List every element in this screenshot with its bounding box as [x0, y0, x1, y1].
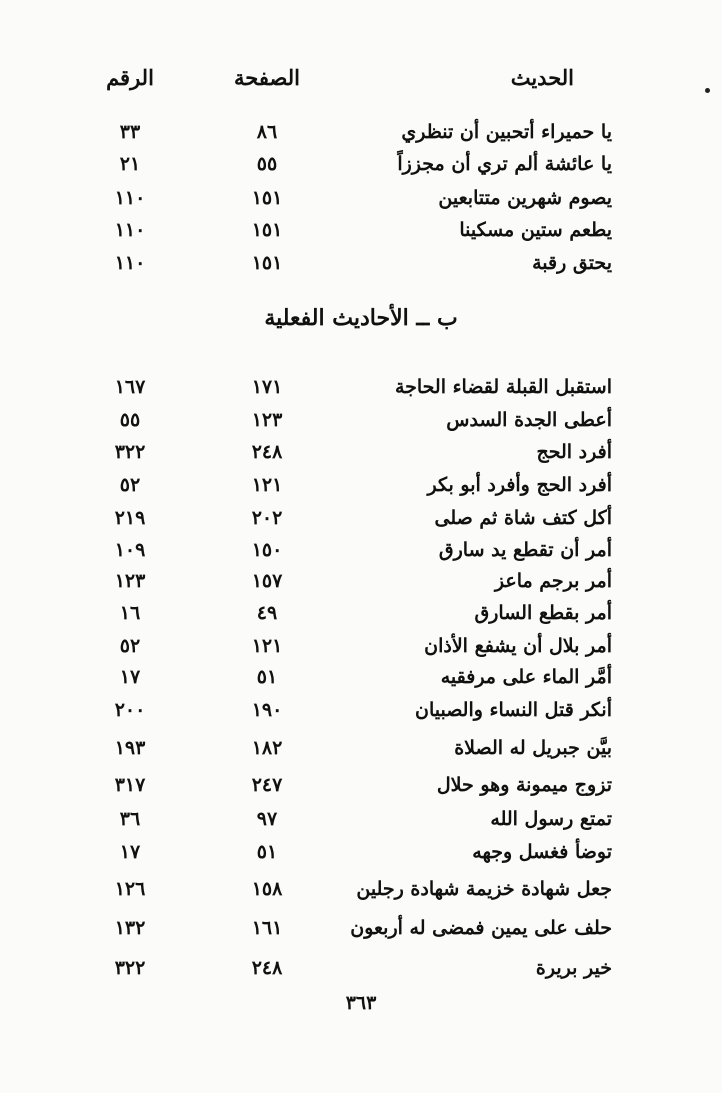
page-ref: ١٧١	[251, 376, 283, 398]
hadith-text: أفرد الحج وأفرد أبو بكر	[427, 474, 612, 496]
hadith-text: يا عائشة ألم تري أن مجززاً	[397, 153, 612, 175]
hadith-text: أمر أن تقطع يد سارق	[438, 539, 612, 561]
index-row	[0, 470, 722, 500]
page-ref: ٥٥	[256, 153, 278, 175]
hadith-number: ٥٢	[119, 474, 141, 496]
header-page: الصفحة	[234, 65, 300, 90]
hadith-text: أفرد الحج	[536, 441, 612, 463]
hadith-number: ١٢٣	[114, 570, 146, 592]
hadith-text: أعطى الجدة السدس	[446, 409, 612, 431]
hadith-number: ٣٦	[119, 808, 141, 830]
page-ref: ٢٤٨	[251, 441, 283, 463]
column-header-row	[0, 63, 722, 93]
page-ref: ٢٠٢	[251, 507, 283, 529]
index-row	[0, 437, 722, 467]
page-ref: ٢٤٨	[251, 957, 283, 979]
hadith-text: توضأ فغسل وجهه	[472, 841, 612, 863]
page-ref: ١٥١	[251, 252, 283, 274]
page-ref: ٨٦	[256, 121, 278, 143]
hadith-text: يصوم شهرين متتابعين	[438, 187, 612, 209]
hadith-text: تزوج ميمونة وهو حلال	[436, 774, 612, 796]
hadith-text: جعل شهادة خزيمة شهادة رجلين	[356, 878, 612, 900]
hadith-number: ١٩٣	[114, 737, 146, 759]
index-row	[0, 215, 722, 245]
page-number: ٣٦٣	[345, 992, 377, 1014]
index-row	[0, 804, 722, 834]
index-row	[0, 662, 722, 692]
hadith-number: ٥٢	[119, 635, 141, 657]
hadith-text: بيَّن جبريل له الصلاة	[454, 737, 612, 759]
hadith-number: ١٠٩	[114, 539, 146, 561]
hadith-number: ٣٢٢	[114, 441, 146, 463]
hadith-text: تمتع رسول الله	[490, 808, 612, 830]
index-row	[0, 149, 722, 179]
hadith-number: ٣٣	[119, 121, 141, 143]
hadith-text: يا حميراء أتحبين أن تنظري	[401, 121, 612, 143]
hadith-text: يطعم ستين مسكينا	[459, 219, 612, 241]
index-row	[0, 535, 722, 565]
index-row	[0, 598, 722, 628]
hadith-number: ١١٠	[114, 252, 146, 274]
hadith-text: خير بريرة	[535, 957, 612, 979]
page-ref: ٤٩	[256, 602, 278, 624]
index-row	[0, 913, 722, 943]
hadith-number: ٥٥	[119, 409, 141, 431]
index-row	[0, 117, 722, 147]
hadith-number: ١١٠	[114, 219, 146, 241]
page-ref: ١٥٠	[251, 539, 283, 561]
hadith-text: أمر بلال أن يشفع الأذان	[424, 635, 612, 657]
hadith-text: يحتق رقبة	[532, 252, 612, 274]
hadith-number: ٣٢٢	[114, 957, 146, 979]
page-ref: ١٢١	[251, 474, 283, 496]
hadith-number: ٢١	[119, 153, 141, 175]
header-number: الرقم	[106, 65, 154, 90]
index-row	[0, 372, 722, 402]
hadith-number: ١١٠	[114, 187, 146, 209]
page-ref: ١٢٣	[251, 409, 283, 431]
hadith-number: ١٦٧	[114, 376, 146, 398]
hadith-number: ٣١٧	[114, 774, 146, 796]
hadith-text: حلف على يمين فمضى له أربعون	[350, 917, 612, 939]
page-ref: ٥١	[256, 841, 278, 863]
index-row	[0, 631, 722, 661]
index-row	[0, 733, 722, 763]
page-ref: ١٥٨	[251, 878, 283, 900]
index-row	[0, 953, 722, 983]
section-title: ب ــ الأحاديث الفعلية	[264, 305, 458, 331]
page-ref: ٥١	[256, 666, 278, 688]
index-row	[0, 874, 722, 904]
hadith-number: ١٧	[119, 666, 141, 688]
page-ref: ٢٤٧	[251, 774, 283, 796]
hadith-number: ٢١٩	[114, 507, 146, 529]
index-row	[0, 566, 722, 596]
hadith-text: أمر بقطع السارق	[474, 602, 612, 624]
hadith-number: ١٣٢	[114, 917, 146, 939]
hadith-text: أكل كتف شاة ثم صلى	[434, 507, 612, 529]
index-row	[0, 183, 722, 213]
index-row	[0, 770, 722, 800]
hadith-text: أمر برجم ماعز	[494, 570, 612, 592]
hadith-text: أمَّر الماء على مرفقيه	[440, 666, 612, 688]
hadith-number: ١٦	[119, 602, 141, 624]
page-ref: ١٥١	[251, 187, 283, 209]
page-ref: ١٢١	[251, 635, 283, 657]
hadith-number: ١٧	[119, 841, 141, 863]
page-ref: ١٥١	[251, 219, 283, 241]
index-row	[0, 248, 722, 278]
index-row	[0, 837, 722, 867]
page-ref: ١٦١	[251, 917, 283, 939]
hadith-number: ١٢٦	[114, 878, 146, 900]
header-hadith: الحديث	[510, 65, 574, 90]
hadith-number: ٢٠٠	[114, 699, 146, 721]
page-ref: ١٥٧	[251, 570, 283, 592]
page-ref: ١٩٠	[251, 699, 283, 721]
index-row	[0, 405, 722, 435]
page-ref: ٩٧	[256, 808, 278, 830]
page-ref: ١٨٢	[251, 737, 283, 759]
index-row	[0, 695, 722, 725]
index-row	[0, 503, 722, 533]
hadith-text: استقبل القبلة لقضاء الحاجة	[394, 376, 612, 398]
hadith-text: أنكر قتل النساء والصبيان	[415, 699, 612, 721]
